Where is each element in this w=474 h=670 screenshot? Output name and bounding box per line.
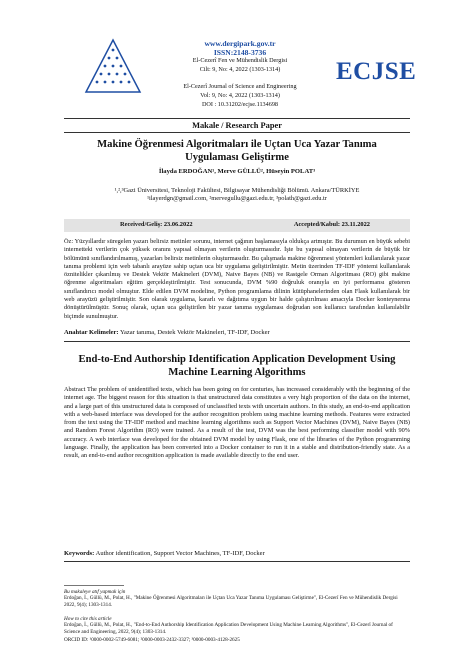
keywords-en (64, 550, 410, 558)
title-en-line-2: Machine Learning Algorithms (168, 367, 306, 378)
dates-bar (64, 219, 410, 232)
title-en-line-1: End-to-End Authorship Identification Application Development Using (78, 354, 396, 365)
abstract-tr: Öz: Yüzyıllardır süregelen yazarı belirsiz metinler sorunu, internet çağının başlamasıyla oldukça artmıştır. Bu durumun en büyük sebebi internetteki verilerin çok yüksek oranını yapısal olmayan verilerin oluşturmasıdır. İşte bu yapısal olmayan verilerin de büyük bir bölümünü sınıflandırılmamış, yazarları belirsiz metinlerin oluşturmasıdır. Bu çalışmada makine öğrenmesi yöntemleri kullanılarak yazar tanıma problemi için web tabanlı arayüze sahip uçtan uca bir uygulama geliştirilmiştir. Metin üzerinden TF-IDF yöntemi kullanılarak öznitelikler çıkarılmış ve Destek Vektör Makineleri (DVM), Naive Bayes (NB) ve Rastgele Orman Algoritması (RO) gibi makine öğrenme algoritmaları eğitim gerçekleştirilmiştir. Test sonucunda, DVM %90 doğruluk oranıyla en iyi performansı gösteren sınıflandırıcı model olmuştur. Elde edilen DVM modeline, Python programlama dilinin kütüphanelerinden olan Flask kullanılarak bir web arayüzü geliştirilmiştir. Son olarak uygulama, kararlı ve dağıtıma uygun bir halde çalıştırılması amacıyla Docker konteynerına dönüştürülmüştür. Sonuç olarak, uçtan uca geliştirilen bir yazar tanıma uygulaması doğrudan son kullanıcı tarafından kullanılabilir biçimde sunulmuştur. (64, 238, 410, 320)
received-date: Received/Geliş: 23.06.2022 (120, 221, 193, 228)
affiliation-emails: ¹ilayerdgn@gmail.com, ²mervegullu@gazi.edu.tr, ³polath@gazi.edu.tr (147, 195, 327, 203)
journal-name-en: El-Cezerî Journal of Science and Engineering (183, 83, 297, 91)
journal-brand: ECJSE (336, 58, 417, 85)
doi: DOI : 10.31202/ecjse.1134698 (201, 100, 279, 108)
journal-header (150, 40, 330, 109)
keywords-divider (64, 341, 410, 342)
title-tr-line-1: Makine Öğrenmesi Algoritmaları ile Uçtan Uca Yazar Tanıma (97, 139, 377, 150)
affiliation-line-1: ¹,²,³Gazi Üniversitesi, Teknoloji Fakültesi, Bilgisayar Mühendisliği Bölümü. Ankara/TÜRKİYE (114, 187, 360, 194)
citation-tr-text: Erdoğan, İ., Güllü, M., Polat, H., "Makine Öğrenmesi Algoritmaları ile Uçtan Uca Yazar Tanıma Uygulaması Geliştirme", El-Cezerî Fen ve Mühendislik Dergisi 2022, 9(4); 1303-1314. (64, 595, 398, 608)
journal-logo-icon (84, 38, 142, 94)
volume-en: Vol: 9, No: 4, 2022 (1303-1314) (200, 91, 280, 99)
abstract-en: Abstract The problem of unidentified texts, which has been going on for centuries, has increased considerably with the beginning of the internet age. The biggest reason for this situation is that unstructured data constitutes a very high proportion of the data on the internet, and a large part of this unstructured data is composed of unclassified texts with uncertain authors. In this study, an end-to-end application with a web-based interface was developed for the author recognition problem using machine learning methods. Features were extracted from the text using the TF-IDF method and machine learning algorithms such as Support Vector Machines (DVM), Naive Bayes (NB) and Random Forest Algorithm (RO) were trained. As a result of the test, DVM was the best performing classifier model with 90% accuracy. A web interface was developed for the obtained DVM model by using Flask, one of the libraries of the Python programming language. Finally, the application has been converted into a Docker container to run it in a stable and distribution-friendly state. As a result, an end-to-end author recognition application is made available directly to the end user. (64, 386, 410, 460)
affiliation (64, 187, 410, 203)
title-tr (64, 138, 410, 164)
orcid-ids: ORCID ID: ¹0000-0002-5749-6081; ²0000-0003-2432-3327; ³0000-0003-4128-2625 (64, 637, 240, 643)
journal-name-tr: El-Cezerî Fen ve Mühendislik Dergisi (192, 57, 288, 65)
keywords-tr (64, 329, 410, 337)
citation-tr (64, 589, 410, 608)
keywords-en-divider (64, 561, 410, 562)
type-divider (64, 132, 410, 133)
article-type: Makale / Research Paper (192, 121, 282, 130)
accepted-date: Accepted/Kabul: 23.11.2022 (293, 221, 370, 228)
authors: İlayda ERDOĞAN¹, Merve GÜLLÜ², Hüseyin POLAT³ (158, 168, 316, 175)
journal-url-link[interactable]: www.dergipark.gov.tr (204, 39, 276, 48)
keywords-en-values: Author identification, Support Vector Machines, TF-IDF, Docker (95, 550, 265, 557)
title-en (64, 353, 410, 379)
footnote-divider (64, 585, 124, 586)
issn: ISSN:2148-3736 (213, 47, 267, 57)
keywords-tr-label: Anahtar Kelimeler: (64, 329, 119, 336)
header-divider (64, 118, 410, 119)
citation-en-text: Erdoğan, İ., Güllü, M., Polat, H., "End-to-End Authorship Identification Application Development Using Machine Learning Algorithms", El-Cezerî Journal of Science and Engineering, 2022, 9(4); 1303-1314. (64, 622, 393, 635)
volume-tr: Cilt: 9, No: 4, 2022 (1303-1314) (199, 65, 281, 73)
citation-tr-label: Bu makaleye atıf yapmak için (64, 589, 126, 595)
citation-en-label: How to cite this article (64, 616, 112, 622)
keywords-tr-values: Yazar tanıma, Destek Vektör Makineleri, TF-IDF, Docker (119, 329, 270, 336)
citation-en (64, 616, 410, 635)
keywords-en-label: Keywords: (64, 550, 95, 557)
title-tr-line-2: Uygulaması Geliştirme (185, 152, 289, 163)
